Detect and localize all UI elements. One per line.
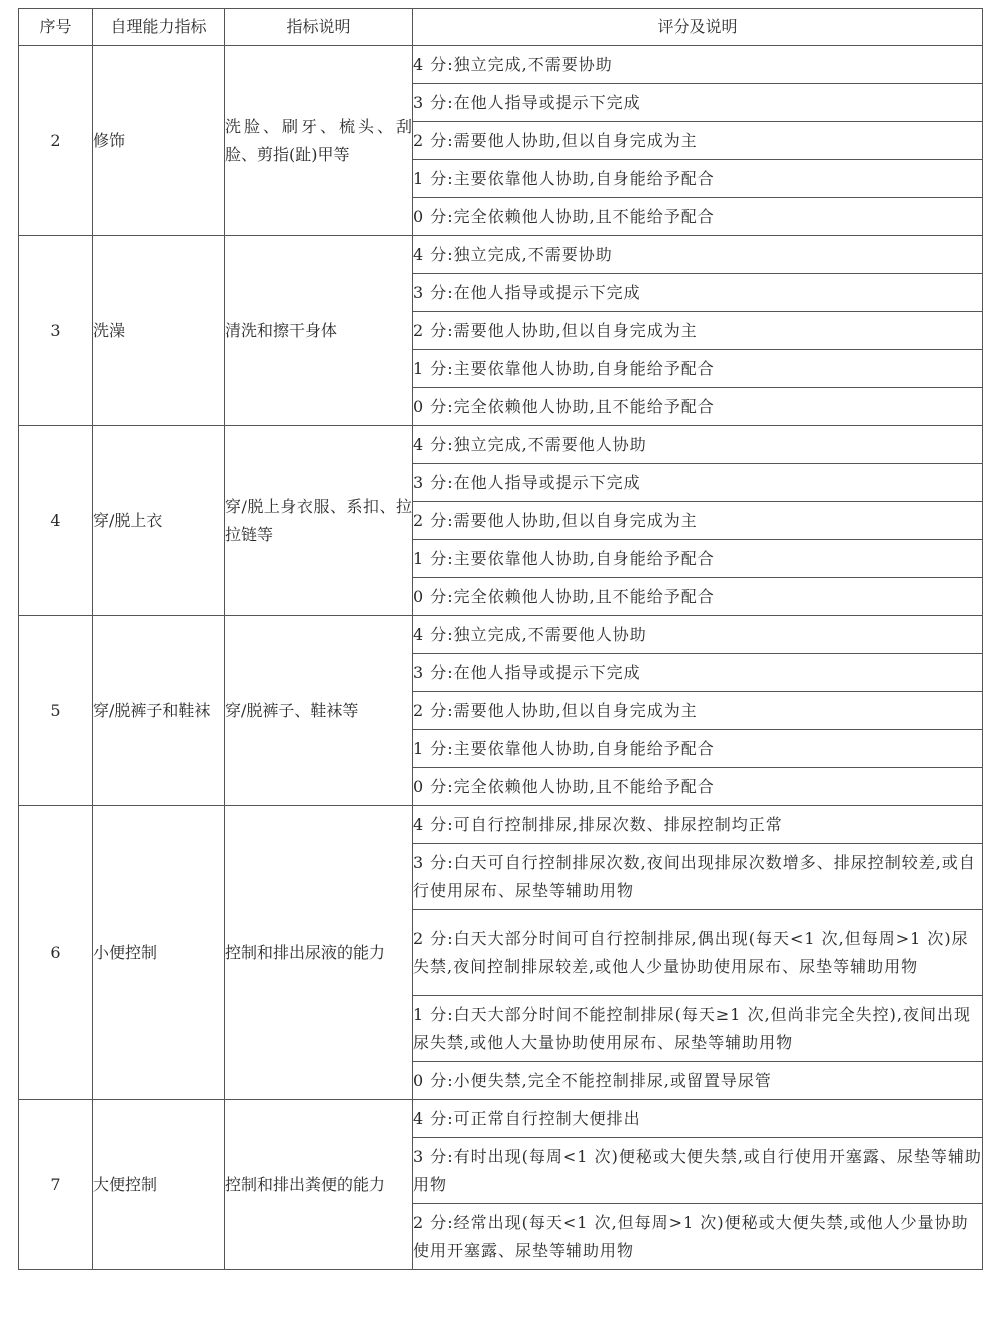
table-row [19,236,983,274]
score-description: 2 分:需要他人协助,但以自身完成为主 [413,502,983,540]
header-scoring: 评分及说明 [413,9,983,46]
score-description: 1 分:主要依靠他人协助,自身能给予配合 [413,160,983,198]
score-description: 1 分:主要依靠他人协助,自身能给予配合 [413,730,983,768]
table-row [19,806,983,844]
header-number: 序号 [19,9,93,46]
header-description: 指标说明 [225,9,413,46]
header-row [19,9,983,46]
score-description: 4 分:可自行控制排尿,排尿次数、排尿控制均正常 [413,806,983,844]
row-number: 7 [19,1100,93,1270]
score-description: 3 分:在他人指导或提示下完成 [413,84,983,122]
score-description: 0 分:完全依赖他人协助,且不能给予配合 [413,578,983,616]
header-indicator: 自理能力指标 [93,9,225,46]
score-description: 2 分:需要他人协助,但以自身完成为主 [413,312,983,350]
score-description: 2 分:需要他人协助,但以自身完成为主 [413,692,983,730]
table-row [19,426,983,464]
score-description: 4 分:可正常自行控制大便排出 [413,1100,983,1138]
score-description: 4 分:独立完成,不需要协助 [413,46,983,84]
table-row [19,46,983,84]
indicator-name: 洗澡 [93,236,225,426]
score-description: 0 分:完全依赖他人协助,且不能给予配合 [413,198,983,236]
table-row [19,616,983,654]
indicator-description: 控制和排出尿液的能力 [225,806,413,1100]
row-number: 6 [19,806,93,1100]
score-description: 1 分:主要依靠他人协助,自身能给予配合 [413,540,983,578]
indicator-name: 修饰 [93,46,225,236]
score-description: 3 分:有时出现(每周<1 次)便秘或大便失禁,或自行使用开塞露、尿垫等辅助用物 [413,1138,983,1204]
score-description: 3 分:在他人指导或提示下完成 [413,654,983,692]
score-description: 0 分:小便失禁,完全不能控制排尿,或留置导尿管 [413,1062,983,1100]
indicator-description: 洗脸、刷牙、梳头、刮脸、剪指(趾)甲等 [225,46,413,236]
indicator-description: 控制和排出粪便的能力 [225,1100,413,1270]
assessment-document [18,8,982,1270]
indicator-name: 大便控制 [93,1100,225,1270]
table-row [19,1100,983,1138]
score-description: 4 分:独立完成,不需要协助 [413,236,983,274]
indicator-name: 穿/脱上衣 [93,426,225,616]
score-description: 4 分:独立完成,不需要他人协助 [413,616,983,654]
score-description: 0 分:完全依赖他人协助,且不能给予配合 [413,768,983,806]
indicator-description: 穿/脱裤子、鞋袜等 [225,616,413,806]
indicator-name: 穿/脱裤子和鞋袜 [93,616,225,806]
row-number: 5 [19,616,93,806]
score-description: 3 分:在他人指导或提示下完成 [413,274,983,312]
score-description: 2 分:经常出现(每天<1 次,但每周>1 次)便秘或大便失禁,或他人少量协助使用开塞露、尿垫等辅助用物 [413,1204,983,1270]
score-description: 2 分:白天大部分时间可自行控制排尿,偶出现(每天<1 次,但每周>1 次)尿失禁,夜间控制排尿较差,或他人少量协助使用尿布、尿垫等辅助用物 [413,910,983,996]
row-number: 2 [19,46,93,236]
indicator-description: 清洗和擦干身体 [225,236,413,426]
score-description: 1 分:白天大部分时间不能控制排尿(每天≥1 次,但尚非完全失控),夜间出现尿失禁,或他人大量协助使用尿布、尿垫等辅助用物 [413,996,983,1062]
score-description: 4 分:独立完成,不需要他人协助 [413,426,983,464]
indicator-description: 穿/脱上身衣服、系扣、拉拉链等 [225,426,413,616]
indicator-name: 小便控制 [93,806,225,1100]
score-description: 2 分:需要他人协助,但以自身完成为主 [413,122,983,160]
table-body [19,46,983,1270]
row-number: 3 [19,236,93,426]
row-number: 4 [19,426,93,616]
self-care-assessment-table [18,8,983,1270]
score-description: 1 分:主要依靠他人协助,自身能给予配合 [413,350,983,388]
score-description: 3 分:在他人指导或提示下完成 [413,464,983,502]
score-description: 3 分:白天可自行控制排尿次数,夜间出现排尿次数增多、排尿控制较差,或自行使用尿布、尿垫等辅助用物 [413,844,983,910]
score-description: 0 分:完全依赖他人协助,且不能给予配合 [413,388,983,426]
